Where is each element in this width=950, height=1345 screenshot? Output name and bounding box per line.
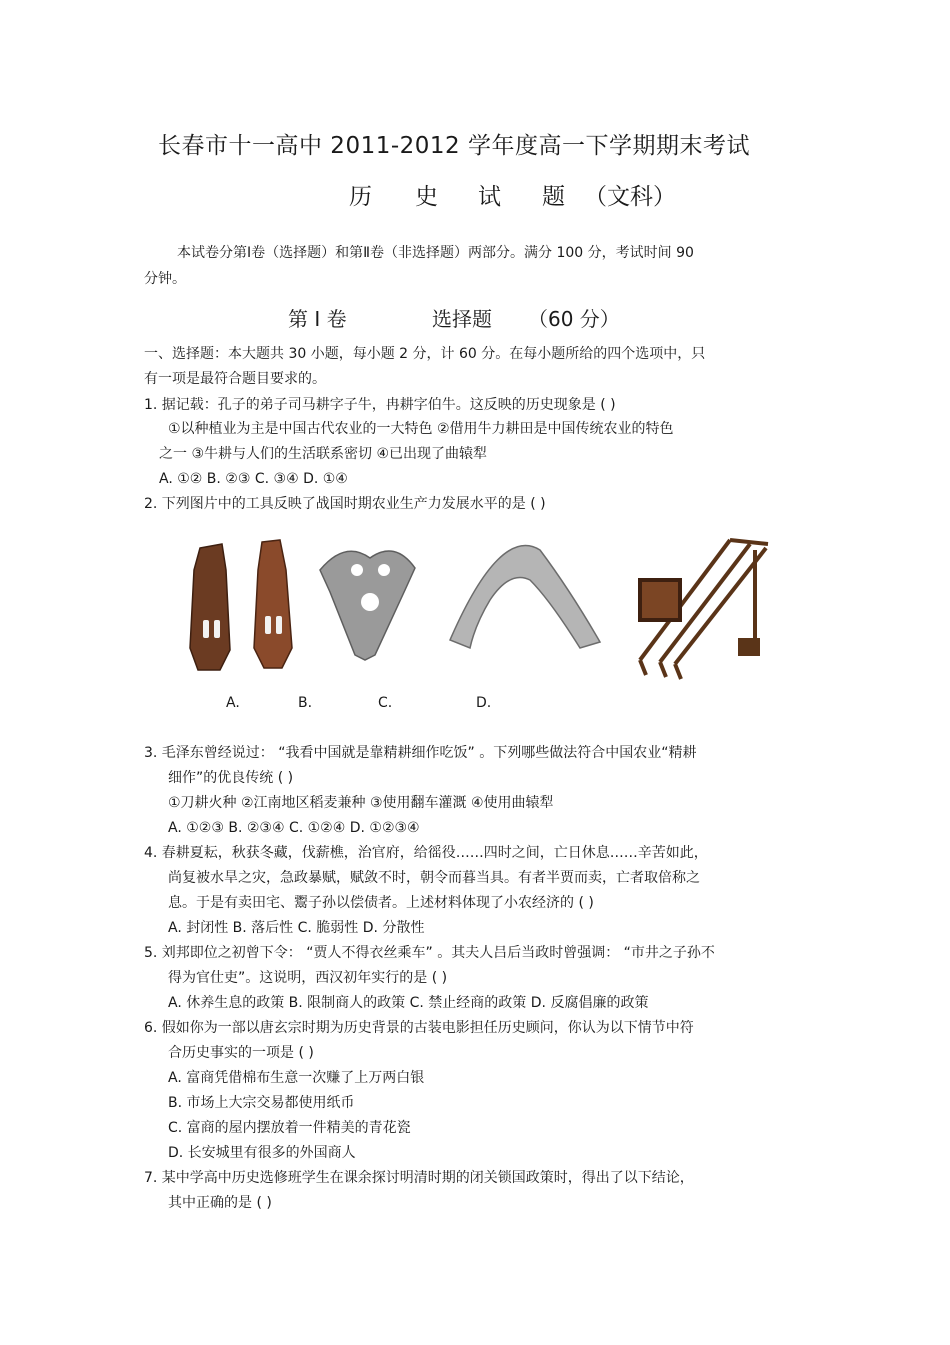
subtitle-char: 史 xyxy=(415,184,438,210)
section-name: 选择题 xyxy=(432,307,492,331)
question-option: B. 市场上大宗交易都使用纸币 xyxy=(168,1095,355,1111)
question-options: A. ①②③ B. ②③④ C. ①②④ D. ①②③④ xyxy=(168,820,420,836)
question-options: A. ①② B. ②③ C. ③④ D. ①④ xyxy=(159,471,348,487)
exam-title: 长春市十一高中 2011-2012 学年度高一下学期期末考试 xyxy=(158,133,750,159)
question-line: 息。于是有卖田宅、鬻子孙以偿债者。上述材料体现了小农经济的 ( ) xyxy=(168,895,594,911)
subtitle-char: 题 xyxy=(542,184,565,210)
question-line: 得为官仕吏”。这说明，西汉初年实行的是 ( ) xyxy=(168,970,448,986)
iron-spade-right xyxy=(254,540,292,668)
question-option: D. 长安城里有很多的外国商人 xyxy=(168,1145,356,1161)
question-line: ①刀耕火种 ②江南地区稻麦兼种 ③使用翻车灌溉 ④使用曲辕犁 xyxy=(168,795,554,811)
question-line: 合历史事实的一项是 ( ) xyxy=(168,1045,314,1061)
subtitle-char: 试 xyxy=(478,184,501,210)
question-line: 尚复被水旱之灾，急政暴赋，赋敛不时，朝令而暮当具。有者半贾而卖，亡者取倍称之 xyxy=(168,870,700,886)
section-score: （60 分） xyxy=(528,307,620,331)
question-stem: 1. 据记载：孔子的弟子司马耕字子牛，冉耕字伯牛。这反映的历史现象是 ( ) xyxy=(144,397,616,413)
instructions-line: 有一项是最符合题目要求的。 xyxy=(144,371,326,387)
instructions-line: 一、选择题：本大题共 30 小题，每小题 2 分，计 60 分。在每小题所给的四个选项中，只 xyxy=(144,346,706,362)
question-line: 之一 ③牛耕与人们的生活联系密切 ④已出现了曲辕犁 xyxy=(159,446,488,462)
image-label-a: A. xyxy=(226,695,240,711)
question-line: ①以种植业为主是中国古代农业的一大特色 ②借用牛力耕田是中国传统农业的特色 xyxy=(168,421,674,437)
question-stem: 7. 某中学高中历史选修班学生在课余探讨明清时期的闭关锁国政策时，得出了以下结论， xyxy=(144,1170,694,1186)
question-line: 其中正确的是 ( ) xyxy=(168,1195,272,1211)
image-label-d: D. xyxy=(476,695,492,711)
image-label-c: C. xyxy=(378,695,393,711)
question-options: A. 休养生息的政策 B. 限制商人的政策 C. 禁止经商的政策 D. 反腐倡廉的政策 xyxy=(168,995,649,1011)
stone-plough xyxy=(320,551,415,660)
intro-line: 本试卷分第Ⅰ卷（选择题）和第Ⅱ卷（非选择题）两部分。满分 100 分，考试时间 90 xyxy=(177,245,694,261)
curved-blade xyxy=(450,546,600,648)
question-stem: 6. 假如你为一部以唐玄宗时期为历史背景的古装电影担任历史顾问，你认为以下情节中符 xyxy=(144,1020,694,1036)
question-option: C. 富商的屋内摆放着一件精美的青花瓷 xyxy=(168,1120,411,1136)
question-stem: 4. 春耕夏耘，秋获冬藏，伐薪樵，治官府，给徭役……四时之间，亡日休息……辛苦如此， xyxy=(144,845,708,861)
question-options: A. 封闭性 B. 落后性 C. 脆弱性 D. 分散性 xyxy=(168,920,425,936)
question-stem: 3. 毛泽东曾经说过： “我看中国就是靠精耕细作吃饭” 。下列哪些做法符合中国农业“精耕 xyxy=(144,745,697,761)
section-part: 第 Ⅰ 卷 xyxy=(288,307,347,331)
intro-line: 分钟。 xyxy=(144,271,186,287)
wooden-seed-drill xyxy=(640,540,768,679)
image-label-b: B. xyxy=(298,695,313,711)
farming-tools-image xyxy=(170,530,790,690)
subtitle-char: （文科） xyxy=(584,184,676,210)
question-stem: 2. 下列图片中的工具反映了战国时期农业生产力发展水平的是 ( ) xyxy=(144,496,546,512)
question-option: A. 富商凭借棉布生意一次赚了上万两白银 xyxy=(168,1070,425,1086)
question-line: 细作”的优良传统 ( ) xyxy=(168,770,294,786)
question-stem: 5. 刘邦即位之初曾下令： “贾人不得衣丝乘车” 。其夫人吕后当政时曾强调： “市井之子孙不 xyxy=(144,945,715,961)
farming-tools-illustration xyxy=(170,530,790,690)
iron-spade-left xyxy=(190,544,230,670)
subtitle-char: 历 xyxy=(349,184,372,210)
